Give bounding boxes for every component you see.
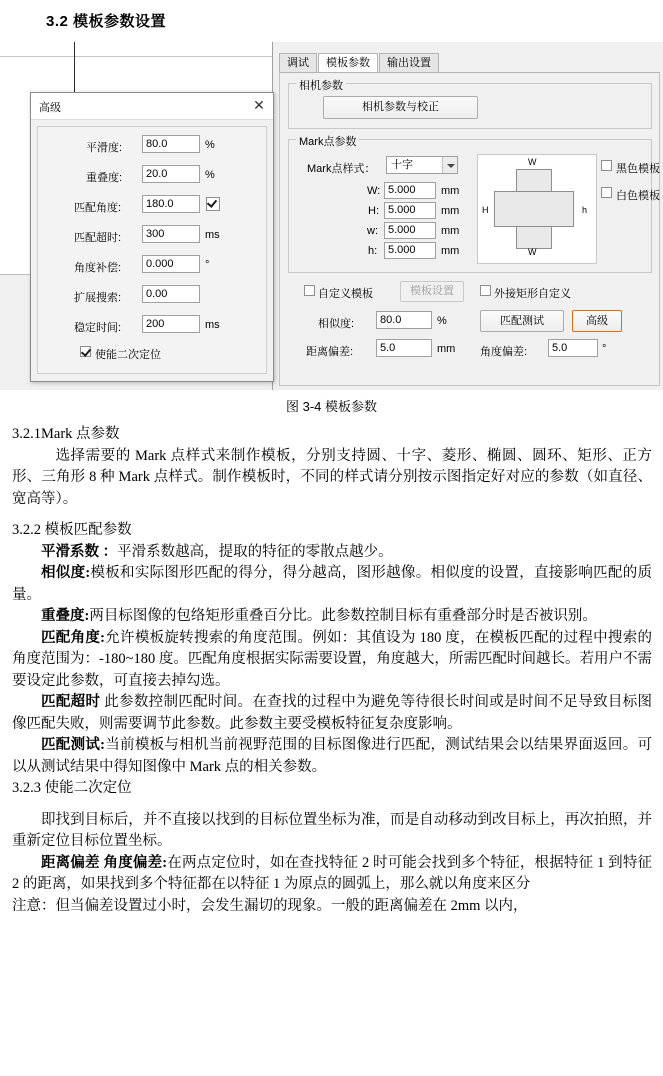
param-overlap-term: 重叠度: bbox=[41, 608, 90, 624]
mark-field-unit-W: mm bbox=[441, 185, 460, 197]
white-template-checkbox[interactable] bbox=[601, 187, 612, 198]
section-3-2-3-title: 3.2.3 使能二次定位 bbox=[12, 780, 132, 796]
extend-search-label: 扩展搜索: bbox=[74, 292, 122, 304]
black-template-checkbox[interactable] bbox=[601, 160, 612, 171]
mark-style-label: Mark点样式： bbox=[307, 163, 376, 175]
angle-deviation-input[interactable]: 5.0 bbox=[548, 339, 598, 357]
white-template-label: 白色模板 bbox=[616, 190, 660, 202]
mark-field-input-w[interactable]: 5.000 bbox=[384, 222, 436, 239]
preview-label-top: W bbox=[528, 157, 537, 167]
template-params-panel bbox=[272, 42, 663, 390]
mark-field-label-w: w: bbox=[367, 225, 378, 237]
close-icon[interactable]: ✕ bbox=[253, 97, 265, 113]
param-overlap-para bbox=[12, 606, 652, 628]
panel-body bbox=[279, 72, 660, 386]
chevron-down-icon[interactable] bbox=[442, 157, 457, 173]
mark-style-value: 十字 bbox=[391, 159, 413, 171]
advanced-dialog bbox=[30, 92, 274, 382]
param-similarity-term: 相似度: bbox=[41, 565, 91, 581]
overlap-unit: % bbox=[205, 169, 215, 181]
advanced-button[interactable]: 高级 bbox=[572, 310, 622, 332]
mark-field-unit-H: mm bbox=[441, 205, 460, 217]
distance-deviation-label: 距离偏差: bbox=[306, 346, 354, 358]
param-deviation-term: 距离偏差 角度偏差: bbox=[41, 854, 168, 871]
similarity-unit: % bbox=[437, 315, 447, 327]
outer-rect-custom-checkbox[interactable] bbox=[480, 285, 491, 296]
figure-screenshot bbox=[0, 42, 663, 390]
mark-field-label-H: H: bbox=[368, 205, 379, 217]
mark-field-input-W[interactable]: 5.000 bbox=[384, 182, 436, 199]
angle-compensation-label: 角度补偿: bbox=[74, 262, 122, 274]
param-similarity-desc: 模板和实际图形匹配的得分，得分越高，图形越像。相似度的设置，直接影响匹配的质量。 bbox=[12, 565, 652, 603]
match-angle-enable-checkbox[interactable] bbox=[206, 197, 220, 211]
custom-template-checkbox[interactable] bbox=[304, 285, 315, 296]
note-para: 注意：但当偏差设置过小时，会发生漏切的现象。一般的距离偏差在 2mm 以内， bbox=[12, 897, 528, 914]
param-match-angle-para bbox=[12, 628, 652, 693]
cross-icon-center bbox=[517, 192, 549, 224]
param-overlap-desc: 两目标图像的包络矩形重叠百分比。此参数控制目标有重叠部分时是否被识别。 bbox=[89, 608, 597, 624]
panel-tabstrip bbox=[279, 53, 440, 73]
figure-caption: 图 3-4 模板参数 bbox=[285, 399, 377, 414]
match-angle-input[interactable]: 180.0 bbox=[142, 195, 200, 213]
tab-template-params[interactable]: 模板参数 bbox=[318, 53, 378, 73]
distance-deviation-unit: mm bbox=[437, 343, 456, 355]
enable-second-locate-checkbox[interactable] bbox=[80, 346, 91, 357]
mark-style-select[interactable] bbox=[386, 156, 458, 174]
mark-field-unit-h: mm bbox=[441, 245, 460, 257]
param-deviation-para bbox=[12, 853, 652, 896]
mark-field-label-W: W: bbox=[367, 185, 381, 197]
param-deviation-desc: 在两点定位时，如在查找特征 2 时可能会找到多个特征，根据特征 1 到特征 2 的距离，如果找到多个特征都在以特征 1 为原点的圆弧上，那么就以角度来区分 bbox=[12, 854, 653, 892]
angle-deviation-label: 角度偏差: bbox=[480, 346, 528, 358]
match-timeout-unit: ms bbox=[205, 229, 220, 241]
match-timeout-input[interactable]: 300 bbox=[142, 225, 200, 243]
mark-field-unit-w: mm bbox=[441, 225, 460, 237]
camera-calibration-button[interactable]: 相机参数与校正 bbox=[323, 96, 478, 119]
overlap-input[interactable]: 20.0 bbox=[142, 165, 200, 183]
match-test-button[interactable]: 匹配测试 bbox=[480, 310, 564, 332]
advanced-dialog-title: 高级 bbox=[39, 102, 61, 114]
section-3-2-3-para: 即找到目标后，并不直接以找到的目标位置坐标为准，而是自动移动到改目标上，再次拍照，并重新定位目标位置坐标。 bbox=[12, 811, 652, 849]
angle-compensation-input[interactable]: 0.000 bbox=[142, 255, 200, 273]
param-smoothness-term: 平滑系数 ： bbox=[41, 543, 118, 560]
param-match-timeout-term: 匹配超时 bbox=[41, 694, 101, 710]
match-timeout-label: 匹配超时: bbox=[74, 232, 122, 244]
stable-time-unit: ms bbox=[205, 319, 220, 331]
camera-params-group bbox=[288, 80, 652, 129]
mark-shape-preview bbox=[477, 154, 597, 264]
param-similarity-para bbox=[12, 563, 652, 606]
distance-deviation-input[interactable]: 5.0 bbox=[376, 339, 432, 357]
document-body bbox=[12, 424, 652, 917]
mark-field-label-h: h: bbox=[368, 245, 378, 257]
tab-output-settings[interactable]: 输出设置 bbox=[379, 53, 439, 73]
similarity-input[interactable]: 80.0 bbox=[376, 311, 432, 329]
page-title: 3.2 模板参数设置 bbox=[46, 13, 167, 30]
black-template-label: 黑色模板 bbox=[616, 163, 660, 175]
camera-params-group-title: 相机参数 bbox=[296, 77, 346, 93]
angle-deviation-unit: ° bbox=[602, 343, 607, 355]
param-smoothness-desc: 平滑系数越高，提取的特征的零散点越少。 bbox=[117, 543, 393, 560]
preview-label-right: h bbox=[582, 205, 588, 215]
param-match-test-term: 匹配测试: bbox=[41, 737, 105, 753]
mark-params-group bbox=[288, 136, 660, 273]
outer-rect-custom-label: 外接矩形自定义 bbox=[494, 288, 571, 300]
smoothness-input[interactable]: 80.0 bbox=[142, 135, 200, 153]
overlap-label: 重叠度: bbox=[86, 172, 123, 184]
mark-field-input-h[interactable]: 5.000 bbox=[384, 242, 436, 259]
stable-time-input[interactable]: 200 bbox=[142, 315, 200, 333]
angle-compensation-unit: ° bbox=[205, 259, 210, 271]
match-angle-label: 匹配角度: bbox=[74, 202, 122, 214]
param-match-angle-term: 匹配角度: bbox=[41, 629, 105, 646]
param-match-test-para bbox=[12, 735, 652, 778]
preview-label-left: H bbox=[482, 205, 489, 215]
section-3-2-1-para: 选择需要的 Mark 点样式来制作模板，分别支持圆、十字、菱形、椭圆、圆环、矩形、正方形、三角形 8 种 Mark 点样式。制作模板时，不同的样式请分别按示图指定好对应的参数（如直径、宽高等）。 bbox=[12, 447, 652, 507]
advanced-dialog-titlebar bbox=[31, 93, 273, 120]
custom-template-label: 自定义模板 bbox=[318, 288, 373, 300]
param-match-test-desc: 当前模板与相机当前视野范围的目标图像进行匹配，测试结果会以结果界面返回。可以从测试结果中得知图像中 Mark 点的相关参数。 bbox=[12, 737, 652, 775]
param-match-timeout-desc: 此参数控制匹配时间。在查找的过程中为避免等待很长时间或是时间不足导致目标图像匹配失败，则需要调节此参数。此参数主要受模板特征复杂度影响。 bbox=[12, 694, 653, 732]
enable-second-locate-label: 使能二次定位 bbox=[95, 349, 161, 361]
extend-search-input[interactable]: 0.00 bbox=[142, 285, 200, 303]
section-3-2-2-title: 3.2.2 模板匹配参数 bbox=[12, 522, 132, 538]
advanced-dialog-body bbox=[37, 126, 267, 374]
smoothness-unit: % bbox=[205, 139, 215, 151]
smoothness-label: 平滑度: bbox=[86, 142, 123, 154]
tab-debug[interactable]: 调试 bbox=[279, 53, 317, 73]
preview-label-bottom: W bbox=[528, 247, 537, 257]
figure-left-divider bbox=[0, 56, 272, 57]
param-match-timeout-para bbox=[12, 692, 652, 735]
stable-time-label: 稳定时间: bbox=[74, 322, 122, 334]
mark-params-group-title: Mark点参数 bbox=[296, 133, 359, 149]
mark-field-input-H[interactable]: 5.000 bbox=[384, 202, 436, 219]
similarity-label: 相似度: bbox=[318, 318, 355, 330]
section-3-2-1-title: 3.2.1Mark 点参数 bbox=[12, 426, 120, 442]
template-settings-button[interactable]: 模板设置 bbox=[400, 281, 464, 302]
param-smoothness-para bbox=[12, 542, 652, 564]
param-match-angle-desc: 允许模板旋转搜索的角度范围。例如：其值设为 180 度，在模板匹配的过程中搜索的角度范围为：-180~180 度。匹配角度根据实际需要设置，角度越大，所需匹配时间越长。若用户不需要设定此参数，可直接去掉勾选。 bbox=[12, 629, 652, 689]
